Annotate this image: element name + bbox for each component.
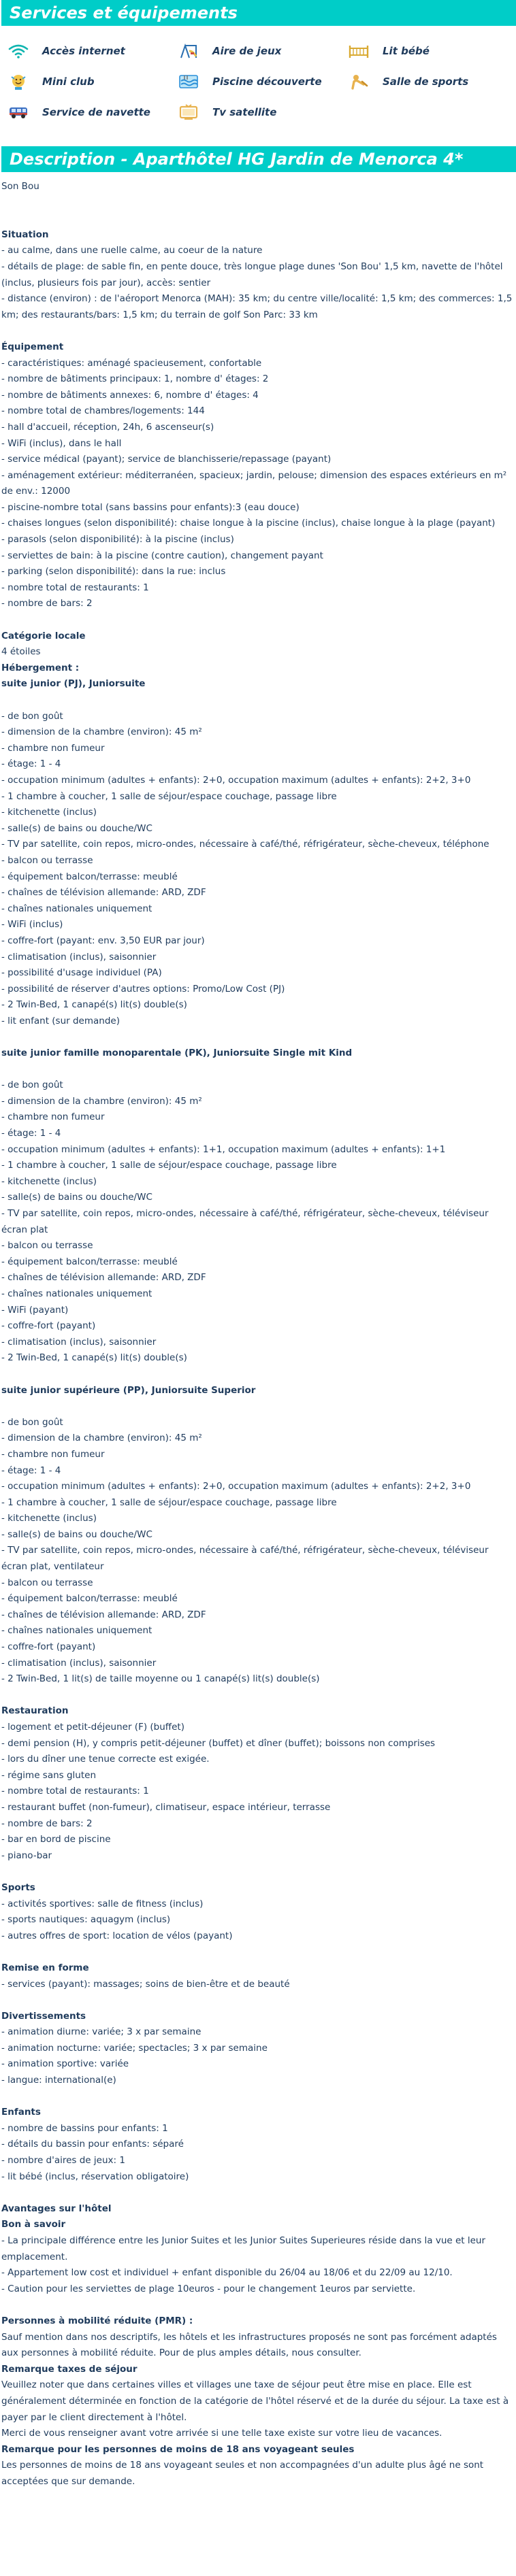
room-features-list: [1, 709, 513, 1030]
list-item: - occupation minimum (adultes + enfants): 1+1, occupation maximum (adultes + enfants): 1+1: [1, 1143, 446, 1155]
list-item: - autres offres de sport: location de vélos (payant): [1, 1930, 233, 1941]
list-item: - distance (environ) : de l'aéroport Menorca (MAH): 35 km; du centre ville/localité: 1,5 km; des commerces: 1,5 km; des restaurants/bars: 1,5 km; du terrain de golf Son Parc: 33 km: [1, 293, 513, 320]
list-item: - kitchenette (inclus): [1, 1513, 97, 1524]
list-item: - logement et petit-déjeuner (F) (buffet): [1, 1722, 184, 1733]
list-item: - WiFi (payant): [1, 1304, 69, 1316]
list-item: - nombre de bâtiments annexes: 6, nombre d' étages: 4: [1, 389, 259, 401]
list-item: - Caution pour les serviettes de plage 10euros - pour le changement 1euros par serviette.: [1, 2283, 416, 2294]
category-heading: Catégorie locale: [1, 630, 86, 641]
list-item: - WiFi (inclus): [1, 919, 63, 931]
list-item: - balcon ou terrasse: [1, 1240, 93, 1252]
list-item: - chaises longues (selon disponibilité): chaise longue à la piscine (inclus), chaise longue à la plage (payant): [1, 518, 496, 529]
list-item: - étage: 1 - 4: [1, 1128, 61, 1139]
room-title: suite junior (PJ), Juniorsuite: [1, 678, 146, 690]
service-label: Mini club: [42, 75, 95, 88]
list-item: - nombre total de restaurants: 1: [1, 582, 149, 593]
list-item: - chambre non fumeur: [1, 1448, 105, 1460]
list-item: - parking (selon disponibilité): dans la rue: inclus: [1, 566, 226, 578]
list-item: - nombre total de restaurants: 1: [1, 1786, 149, 1797]
gym-icon: [347, 73, 370, 90]
list-item: - hall d'accueil, réception, 24h, 6 ascenseur(s): [1, 421, 214, 433]
list-item: - climatisation (inclus), saisonnier: [1, 951, 157, 963]
list-item: - occupation minimum (adultes + enfants): 2+0, occupation maximum (adultes + enfants): 2+2, 3+0: [1, 1481, 471, 1492]
service-label: Aire de jeux: [212, 44, 282, 57]
service-label: Service de navette: [42, 105, 150, 118]
list-item: - animation sportive: variée: [1, 2058, 129, 2070]
room-features-list: [1, 1415, 513, 1688]
list-item: - aménagement extérieur: méditerranéen, spacieux; jardin, pelouse; dimension des espaces extérieurs en m² de env.: 12000: [1, 469, 507, 497]
list-item: - dimension de la chambre (environ): 45 m²: [1, 1095, 202, 1107]
list-item: - salle(s) de bains ou douche/WC: [1, 822, 152, 834]
description-content: [0, 172, 513, 2490]
list-item: - 2 Twin-Bed, 1 canapé(s) lit(s) double(s): [1, 1352, 187, 1364]
minor-text: Les personnes de moins de 18 ans voyageant seules et non accompagnées d'un adulte plus âgé ne sont acceptées que sur demande.: [1, 2460, 484, 2487]
list-item: - activités sportives: salle de fitness (inclus): [1, 1898, 204, 1909]
list-item: - dimension de la chambre (environ): 45 m²: [1, 1433, 202, 1444]
shuttle-icon: [7, 103, 30, 121]
room-title: suite junior supérieure (PP), Juniorsuite Superior: [1, 1384, 256, 1396]
list-item: - chambre non fumeur: [1, 1111, 105, 1123]
list-item: - sports nautiques: aquagym (inclus): [1, 1914, 171, 1926]
list-item: - possibilité de réserver d'autres options: Promo/Low Cost (PJ): [1, 983, 285, 994]
list-item: - balcon ou terrasse: [1, 1577, 93, 1588]
list-item: - TV par satellite, coin repos, micro-ondes, nécessaire à café/thé, réfrigérateur, sèche-cheveux, téléviseur écran plat: [1, 1208, 489, 1235]
list-item: - services (payant): massages; soins de bien-être et de beauté: [1, 1978, 290, 1990]
sports-heading: Sports: [1, 1881, 35, 1893]
room-features-list: [1, 1077, 513, 1367]
service-item-gym: [340, 66, 515, 97]
list-item: - TV par satellite, coin repos, micro-ondes, nécessaire à café/thé, réfrigérateur, sèche-cheveux, téléphone: [1, 839, 489, 850]
list-item: - climatisation (inclus), saisonnier: [1, 1657, 157, 1669]
service-item-pool: [170, 66, 340, 97]
list-item: - nombre de bâtiments principaux: 1, nombre d' étages: 2: [1, 373, 269, 385]
list-item: - possibilité d'usage individuel (PA): [1, 967, 162, 979]
list-item: - coffre-fort (payant): [1, 1641, 96, 1653]
list-item: - 1 chambre à coucher, 1 salle de séjour/espace couchage, passage libre: [1, 1160, 337, 1171]
restauration-heading: Restauration: [1, 1705, 69, 1717]
list-item: - chaînes nationales uniquement: [1, 1625, 152, 1637]
list-item: - nombre d'aires de jeux: 1: [1, 2155, 125, 2167]
advantages-list: [1, 2233, 513, 2297]
playground-icon: [177, 42, 200, 60]
service-item-internet: [0, 35, 170, 66]
list-item: - lors du dîner une tenue correcte est exigée.: [1, 1754, 210, 1765]
services-grid: [0, 35, 516, 127]
list-item: - au calme, dans une ruelle calme, au coeur de la nature: [1, 245, 263, 256]
list-item: - Appartement low cost et individuel + enfant disponible du 26/04 au 18/06 et du 22/09 au 12/10.: [1, 2267, 453, 2279]
list-item: - balcon ou terrasse: [1, 854, 93, 866]
advantages-heading: Avantages sur l'hôtel: [1, 2203, 112, 2214]
service-label: Tv satellite: [212, 105, 277, 118]
list-item: - coffre-fort (payant: env. 3,50 EUR par jour): [1, 935, 205, 946]
entertainment-heading: Divertissements: [1, 2010, 86, 2022]
list-item: - équipement balcon/terrasse: meublé: [1, 1593, 178, 1605]
equipment-heading: Équipement: [1, 341, 64, 352]
entertainment-list: [1, 2024, 513, 2088]
tax-heading: Remarque taxes de séjour: [1, 2363, 138, 2375]
list-item: - chaînes de télévision allemande: ARD, ZDF: [1, 887, 206, 899]
list-item: - régime sans gluten: [1, 1769, 97, 1781]
list-item: - de bon goût: [1, 1416, 63, 1428]
service-label: Accès internet: [42, 44, 125, 57]
lodging-heading: Hébergement :: [1, 662, 80, 673]
list-item: - parasols (selon disponibilité): à la piscine (inclus): [1, 534, 234, 546]
list-item: - détails de plage: de sable fin, en pente douce, très longue plage dunes 'Son Bou' 1,5 km, navette de l'hôtel (inclus, plusieurs fois par jour), accès: sentier: [1, 261, 503, 288]
baby-bed-icon: [347, 42, 370, 60]
list-item: - restaurant buffet (non-fumeur), climatiseur, espace intérieur, terrasse: [1, 1801, 331, 1813]
list-item: - nombre de bars: 2: [1, 1818, 93, 1829]
service-label: Piscine découverte: [212, 75, 322, 88]
good-to-know-heading: Bon à savoir: [1, 2219, 66, 2230]
children-list: [1, 2121, 513, 2185]
list-item: - piano-bar: [1, 1850, 52, 1861]
tv-icon: [177, 103, 200, 121]
wellness-list: [1, 1977, 513, 1993]
list-item: - service médical (payant); service de blanchisserie/repassage (payant): [1, 454, 332, 465]
list-item: - animation nocturne: variée; spectacles; 3 x par semaine: [1, 2042, 268, 2054]
restauration-list: [1, 1720, 513, 1864]
equipment-list: [1, 356, 513, 613]
list-item: - équipement balcon/terrasse: meublé: [1, 1256, 178, 1267]
tax-text-2: Merci de vous renseigner avant votre arrivée si une telle taxe existe sur votre lieu de vacances.: [1, 2428, 442, 2439]
list-item: - 1 chambre à coucher, 1 salle de séjour/espace couchage, passage libre: [1, 790, 337, 802]
list-item: - kitchenette (inclus): [1, 807, 97, 818]
list-item: - occupation minimum (adultes + enfants): 2+0, occupation maximum (adultes + enfants): 2+2, 3+0: [1, 774, 471, 786]
minor-heading: Remarque pour les personnes de moins de 18 ans voyageant seules: [1, 2443, 355, 2455]
list-item: - salle(s) de bains ou douche/WC: [1, 1192, 152, 1203]
list-item: - équipement balcon/terrasse: meublé: [1, 871, 178, 882]
list-item: - chaînes nationales uniquement: [1, 1288, 152, 1299]
list-item: - salle(s) de bains ou douche/WC: [1, 1528, 152, 1540]
list-item: - coffre-fort (payant): [1, 1320, 96, 1332]
list-item: - kitchenette (inclus): [1, 1175, 97, 1187]
list-item: - 1 chambre à coucher, 1 salle de séjour/espace couchage, passage libre: [1, 1496, 337, 1508]
list-item: - chambre non fumeur: [1, 742, 105, 754]
list-item: - La principale différence entre les Junior Suites et les Junior Suites Superieures réside dans la vue et leur emplacement.: [1, 2235, 486, 2262]
pmr-heading: Personnes à mobilité réduite (PMR) :: [1, 2315, 193, 2326]
list-item: - chaînes de télévision allemande: ARD, ZDF: [1, 1272, 206, 1284]
services-title: Services et équipements: [1, 0, 516, 26]
list-item: - bar en bord de piscine: [1, 1834, 111, 1845]
service-item-tv: [170, 97, 340, 127]
list-item: - caractéristiques: aménagé spacieusement, confortable: [1, 357, 262, 369]
list-item: - TV par satellite, coin repos, micro-ondes, nécessaire à café/thé, réfrigérateur, sèche-cheveux, téléviseur écran plat, ventilateur: [1, 1545, 489, 1573]
list-item: - lit bébé (inclus, réservation obligatoire): [1, 2171, 189, 2182]
category-value: 4 étoiles: [1, 646, 41, 658]
list-item: - chaînes nationales uniquement: [1, 903, 152, 914]
pmr-text: Sauf mention dans nos descriptifs, les hôtels et les infrastructures proposés ne sont pas forcément adaptés aux personnes à mobilité réduite. Pour de plus amples détails, nous consulter.: [1, 2331, 497, 2359]
list-item: - demi pension (H), y compris petit-déjeuner (buffet) et dîner (buffet); boissons non comprises: [1, 1737, 436, 1749]
room-title: suite junior famille monoparentale (PK), Juniorsuite Single mit Kind: [1, 1048, 353, 1059]
list-item: - 2 Twin-Bed, 1 canapé(s) lit(s) double(s): [1, 999, 187, 1011]
list-item: - étage: 1 - 4: [1, 1465, 61, 1476]
wellness-heading: Remise en forme: [1, 1962, 89, 1973]
list-item: - nombre de bars: 2: [1, 598, 93, 609]
list-item: - de bon goût: [1, 710, 63, 722]
list-item: - WiFi (inclus), dans le hall: [1, 437, 122, 449]
list-item: - chaînes de télévision allemande: ARD, ZDF: [1, 1609, 206, 1620]
situation-list: [1, 243, 513, 323]
list-item: - détails du bassin pour enfants: séparé: [1, 2139, 184, 2150]
list-item: - langue: international(e): [1, 2075, 116, 2086]
list-item: - de bon goût: [1, 1080, 63, 1091]
service-item-shuttle: [0, 97, 170, 127]
service-item-playground: [170, 35, 340, 66]
service-label: Salle de sports: [383, 75, 469, 88]
list-item: - étage: 1 - 4: [1, 758, 61, 770]
service-item-kids-club: [0, 66, 170, 97]
situation-heading: Situation: [1, 229, 49, 240]
list-item: - nombre de bassins pour enfants: 1: [1, 2122, 168, 2134]
description-title: Description - Aparthôtel HG Jardin de Menorca 4*: [1, 146, 516, 172]
list-item: - 2 Twin-Bed, 1 lit(s) de taille moyenne ou 1 canapé(s) lit(s) double(s): [1, 1673, 320, 1685]
children-heading: Enfants: [1, 2107, 41, 2118]
service-item-baby-bed: [340, 35, 515, 66]
list-item: - lit enfant (sur demande): [1, 1015, 120, 1026]
kids-club-icon: [7, 73, 30, 90]
list-item: - serviettes de bain: à la piscine (contre caution), changement payant: [1, 550, 323, 561]
pool-icon: [177, 73, 200, 90]
list-item: - animation diurne: variée; 3 x par semaine: [1, 2026, 201, 2038]
list-item: - nombre total de chambres/logements: 144: [1, 405, 205, 417]
list-item: - piscine-nombre total (sans bassins pour enfants):3 (eau douce): [1, 501, 300, 513]
sports-list: [1, 1896, 513, 1945]
list-item: - dimension de la chambre (environ): 45 m²: [1, 726, 202, 738]
location-text: Son Bou: [1, 181, 39, 192]
tax-text: Veuillez noter que dans certaines villes et villages une taxe de séjour peut être mise en place. Elle est généralement déterminée en fonction de la catégorie de l'hôtel réservé et de la durée du séjour. La taxe est à payer par le client directement à l'hôtel.: [1, 2379, 509, 2423]
list-item: - climatisation (inclus), saisonnier: [1, 1336, 157, 1348]
service-label: Lit bébé: [383, 44, 430, 57]
wifi-icon: [7, 42, 30, 60]
